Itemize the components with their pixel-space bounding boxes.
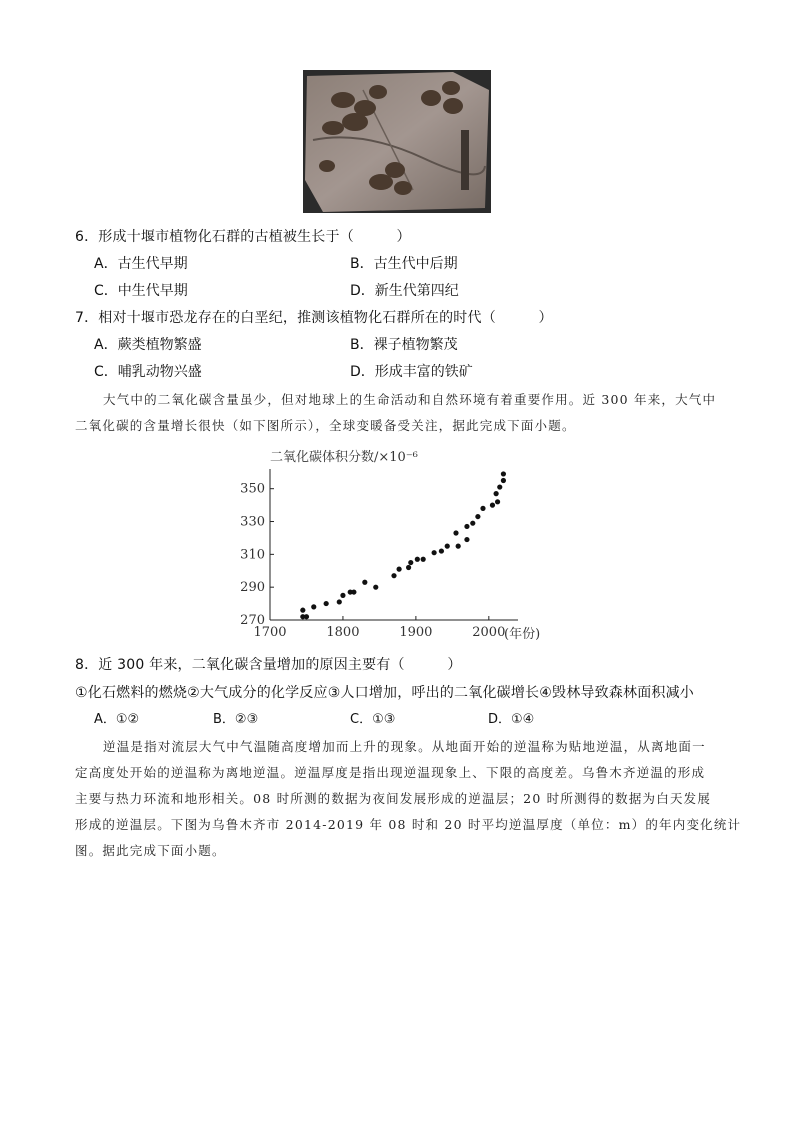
q7-option-a[interactable]: A．蕨类植物繁盛 bbox=[94, 337, 202, 353]
data-point bbox=[362, 580, 367, 585]
q6-option-b[interactable]: B．古生代中后期 bbox=[350, 256, 458, 272]
q8-stem: 8．近 300 年来，二氧化碳含量增加的原因主要有（ ） bbox=[75, 657, 462, 673]
inversion-intro-line-4: 形成的逆温层。下图为乌鲁木齐市 2014-2019 年 08 时和 20 时平均逆温厚度（单位：m）的年内变化统计 bbox=[75, 817, 742, 832]
q7-option-c[interactable]: C．哺乳动物兴盛 bbox=[94, 364, 202, 380]
data-point bbox=[421, 557, 426, 562]
data-point bbox=[373, 585, 378, 590]
inversion-intro-line-5: 图。据此完成下面小题。 bbox=[75, 843, 226, 858]
data-point bbox=[501, 471, 506, 476]
x-tick-label: 1800 bbox=[326, 625, 360, 640]
data-point bbox=[464, 537, 469, 542]
data-point bbox=[397, 567, 402, 572]
data-point bbox=[408, 560, 413, 565]
y-tick-label: 310 bbox=[240, 547, 265, 563]
data-point bbox=[470, 521, 475, 526]
x-tick-label: 1900 bbox=[399, 625, 433, 640]
data-point bbox=[495, 499, 500, 504]
data-point bbox=[480, 506, 485, 511]
inversion-intro-line-1: 逆温是指对流层大气中气温随高度增加而上升的现象。从地面开始的逆温称为贴地逆温，从离地面一 bbox=[103, 739, 706, 754]
q8-option-d[interactable]: D．①④ bbox=[488, 712, 535, 727]
q6-option-a[interactable]: A．古生代早期 bbox=[94, 256, 188, 272]
co2-intro-line-1: 大气中的二氧化碳含量虽少，但对地球上的生命活动和自然环境有着重要作用。近 300 年来，大气中 bbox=[103, 392, 717, 407]
y-tick-label: 330 bbox=[240, 514, 265, 530]
q7-stem: 7．相对十堰市恐龙存在的白垩纪，推测该植物化石群所在的时代（ ） bbox=[75, 310, 553, 326]
co2-scatter-chart bbox=[240, 445, 550, 645]
data-point bbox=[445, 544, 450, 549]
data-point bbox=[432, 550, 437, 555]
data-point bbox=[300, 608, 305, 613]
inversion-intro-line-2: 定高度处开始的逆温称为离地逆温。逆温厚度是指出现逆温现象上、下限的高度差。乌鲁木齐逆温的形成 bbox=[75, 765, 706, 780]
data-point bbox=[311, 604, 316, 609]
q8-option-a[interactable]: A．①② bbox=[94, 712, 140, 727]
y-tick-label: 290 bbox=[240, 580, 265, 596]
data-point bbox=[439, 548, 444, 553]
data-point bbox=[453, 530, 458, 535]
q7-option-d[interactable]: D．形成丰富的铁矿 bbox=[350, 364, 473, 380]
fossil-photo bbox=[303, 70, 491, 213]
data-point bbox=[501, 478, 506, 483]
q6-option-d[interactable]: D．新生代第四纪 bbox=[350, 283, 459, 299]
x-tick-label: 1700 bbox=[253, 625, 287, 640]
q8-option-b[interactable]: B．②③ bbox=[213, 712, 259, 727]
co2-intro-line-2: 二氧化碳的含量增长很快（如下图所示），全球变暖备受关注，据此完成下面小题。 bbox=[75, 418, 576, 433]
data-point bbox=[497, 484, 502, 489]
inversion-intro-line-3: 主要与热力环流和地形相关。08 时所测的数据为夜间发展形成的逆温层；20 时所测得的数据为白天发展 bbox=[75, 791, 712, 806]
y-tick-label: 350 bbox=[240, 481, 265, 497]
x-axis-label: (年份) bbox=[504, 627, 541, 642]
q6-stem: 6．形成十堰市植物化石群的古植被生长于（ ） bbox=[75, 229, 411, 245]
data-point bbox=[406, 565, 411, 570]
q8-items: ①化石燃料的燃烧②大气成分的化学反应③人口增加，呼出的二氧化碳增长④毁林导致森林面积减小 bbox=[75, 685, 695, 701]
data-point bbox=[340, 593, 345, 598]
data-point bbox=[337, 599, 342, 604]
data-point bbox=[391, 573, 396, 578]
data-point bbox=[415, 557, 420, 562]
data-point bbox=[475, 514, 480, 519]
x-tick-label: 2000 bbox=[472, 625, 506, 640]
data-point bbox=[490, 503, 495, 508]
data-point bbox=[456, 544, 461, 549]
q6-option-c[interactable]: C．中生代早期 bbox=[94, 283, 188, 299]
data-point bbox=[351, 589, 356, 594]
q7-option-b[interactable]: B．裸子植物繁茂 bbox=[350, 337, 458, 353]
data-point bbox=[464, 524, 469, 529]
data-point bbox=[324, 601, 329, 606]
data-point bbox=[304, 614, 309, 619]
data-point bbox=[494, 491, 499, 496]
chart-title: 二氧化碳体积分数/×10⁻⁶ bbox=[270, 450, 418, 465]
q8-option-c[interactable]: C．①③ bbox=[350, 712, 396, 727]
y-tick-label: 270 bbox=[240, 613, 265, 628]
